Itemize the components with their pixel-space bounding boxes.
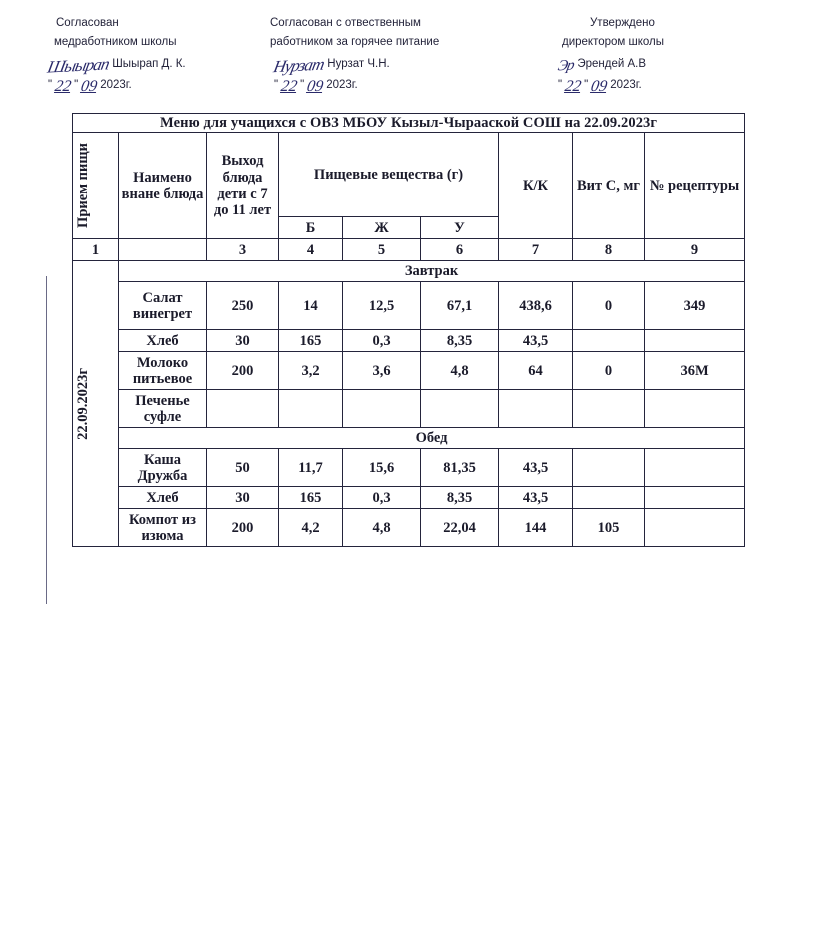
handwritten-signature: Эр xyxy=(556,57,576,75)
cell-dish: Каша Дружба xyxy=(119,449,207,487)
handwritten-signature: Шыырап xyxy=(45,54,111,77)
page-title: Меню для учащихся с ОВЗ МБОУ Кызыл-Чырааской СОШ на 22.09.2023г xyxy=(73,114,745,133)
cell-fat: 3,6 xyxy=(343,352,421,390)
header-vitc: Вит С, мг xyxy=(573,133,645,239)
approval-signature-row xyxy=(528,54,758,74)
cell-carbs: 22,04 xyxy=(421,509,499,547)
menu-table-wrapper xyxy=(72,113,744,547)
date-year: 2023г. xyxy=(100,78,132,91)
cell-carbs: 67,1 xyxy=(421,282,499,330)
cell-recipe: 349 xyxy=(645,282,745,330)
meal-band-label: Завтрак xyxy=(119,261,745,282)
cell-kcal xyxy=(499,390,573,428)
approval-date-row xyxy=(528,77,758,95)
header-meal-label: Прием пищи xyxy=(75,143,91,229)
table-numbering-row xyxy=(73,239,745,261)
approval-line1: Согласован xyxy=(56,17,119,29)
date-day-handwritten: 22 xyxy=(563,77,583,95)
cell-kcal: 43,5 xyxy=(499,487,573,509)
meal-band-label: Обед xyxy=(119,428,745,449)
approval-line2: директором школы xyxy=(562,35,665,48)
table-row xyxy=(73,509,745,547)
date-month-handwritten: 09 xyxy=(589,77,609,95)
approval-line1: Утверждено xyxy=(590,17,655,29)
cell-fat: 0,3 xyxy=(343,330,421,352)
header-dish: Наимено внане блюда xyxy=(119,133,207,239)
numbering-cell-5: 5 xyxy=(343,239,421,261)
cell-fat xyxy=(343,390,421,428)
meal-band-row xyxy=(73,261,745,282)
menu-table xyxy=(72,113,745,547)
approval-line1: Согласован с отвественным xyxy=(270,17,421,29)
cell-output xyxy=(207,390,279,428)
date-label: 22.09.2023г xyxy=(75,367,91,440)
cell-fat: 12,5 xyxy=(343,282,421,330)
date-quote-close: " xyxy=(584,78,589,91)
header-kcal: К/К xyxy=(499,133,573,239)
cell-kcal: 64 xyxy=(499,352,573,390)
cell-recipe xyxy=(645,330,745,352)
numbering-cell-9: 9 xyxy=(645,239,745,261)
table-row xyxy=(73,487,745,509)
cell-dish: Хлеб xyxy=(119,330,207,352)
table-row xyxy=(73,352,745,390)
approval-name: Нурзат Ч.Н. xyxy=(327,57,390,70)
approval-column-catering xyxy=(270,14,528,95)
cell-vitc: 0 xyxy=(573,282,645,330)
cell-protein: 14 xyxy=(279,282,343,330)
header-meal xyxy=(73,133,119,239)
scan-artifact-line xyxy=(46,276,47,604)
approval-column-director xyxy=(528,14,758,95)
date-quote-open: " xyxy=(274,78,279,91)
cell-kcal: 43,5 xyxy=(499,449,573,487)
header-nutrients: Пищевые вещества (г) xyxy=(279,133,499,217)
cell-carbs xyxy=(421,390,499,428)
cell-output: 30 xyxy=(207,487,279,509)
header-protein: Б xyxy=(279,217,343,239)
cell-protein: 3,2 xyxy=(279,352,343,390)
cell-dish: Печенье суфле xyxy=(119,390,207,428)
date-quote-open: " xyxy=(558,78,563,91)
handwritten-signature: Нурзат xyxy=(271,54,326,77)
cell-protein: 11,7 xyxy=(279,449,343,487)
approvals-block xyxy=(45,14,788,95)
cell-fat: 0,3 xyxy=(343,487,421,509)
cell-kcal: 438,6 xyxy=(499,282,573,330)
numbering-cell-4: 4 xyxy=(279,239,343,261)
date-day-handwritten: 22 xyxy=(53,77,73,95)
date-quote-close: " xyxy=(300,78,305,91)
cell-output: 200 xyxy=(207,509,279,547)
cell-carbs: 4,8 xyxy=(421,352,499,390)
cell-vitc xyxy=(573,487,645,509)
cell-dish: Хлеб xyxy=(119,487,207,509)
numbering-cell-7: 7 xyxy=(499,239,573,261)
cell-fat: 4,8 xyxy=(343,509,421,547)
numbering-cell-3: 3 xyxy=(207,239,279,261)
cell-protein: 4,2 xyxy=(279,509,343,547)
approval-line2: работником за горячее питание xyxy=(270,35,440,48)
approval-signature-row xyxy=(45,54,270,77)
numbering-cell-1: 1 xyxy=(73,239,119,261)
cell-output: 50 xyxy=(207,449,279,487)
cell-recipe xyxy=(645,509,745,547)
header-output: Выход блюда дети с 7 до 11 лет xyxy=(207,133,279,239)
table-header-row xyxy=(73,133,745,217)
date-cell xyxy=(73,261,119,547)
cell-carbs: 8,35 xyxy=(421,330,499,352)
cell-output: 200 xyxy=(207,352,279,390)
cell-dish: Компот из изюма xyxy=(119,509,207,547)
cell-kcal: 144 xyxy=(499,509,573,547)
date-month-handwritten: 09 xyxy=(305,77,325,95)
cell-recipe: 36М xyxy=(645,352,745,390)
cell-recipe xyxy=(645,449,745,487)
date-day-handwritten: 22 xyxy=(279,77,299,95)
cell-dish: Молоко питьевое xyxy=(119,352,207,390)
table-row xyxy=(73,330,745,352)
cell-vitc: 105 xyxy=(573,509,645,547)
cell-protein: 165 xyxy=(279,330,343,352)
cell-output: 250 xyxy=(207,282,279,330)
date-year: 2023г. xyxy=(326,78,358,91)
cell-carbs: 8,35 xyxy=(421,487,499,509)
cell-dish: Салат винегрет xyxy=(119,282,207,330)
approval-name: Эрендей А.В xyxy=(577,57,646,70)
cell-output: 30 xyxy=(207,330,279,352)
approval-date-row xyxy=(48,77,270,95)
cell-recipe xyxy=(645,487,745,509)
numbering-cell-2 xyxy=(119,239,207,261)
header-carbs: У xyxy=(421,217,499,239)
cell-vitc xyxy=(573,449,645,487)
cell-vitc xyxy=(573,330,645,352)
approval-name: Шыырап Д. К. xyxy=(112,57,186,70)
date-quote-open: " xyxy=(48,78,53,91)
date-month-handwritten: 09 xyxy=(79,77,99,95)
table-row xyxy=(73,390,745,428)
cell-vitc: 0 xyxy=(573,352,645,390)
cell-protein: 165 xyxy=(279,487,343,509)
table-row xyxy=(73,449,745,487)
approval-date-row xyxy=(270,77,528,95)
date-quote-close: " xyxy=(74,78,79,91)
header-fat: Ж xyxy=(343,217,421,239)
table-row xyxy=(73,282,745,330)
cell-carbs: 81,35 xyxy=(421,449,499,487)
approval-line2: медработником школы xyxy=(54,35,177,48)
cell-recipe xyxy=(645,390,745,428)
numbering-cell-6: 6 xyxy=(421,239,499,261)
approval-column-medic xyxy=(45,14,270,95)
cell-protein xyxy=(279,390,343,428)
meal-band-row xyxy=(73,428,745,449)
cell-kcal: 43,5 xyxy=(499,330,573,352)
numbering-cell-8: 8 xyxy=(573,239,645,261)
cell-fat: 15,6 xyxy=(343,449,421,487)
header-recipe: № рецептуры xyxy=(645,133,745,239)
approval-signature-row xyxy=(270,54,528,77)
cell-vitc xyxy=(573,390,645,428)
table-title-row xyxy=(73,114,745,133)
date-year: 2023г. xyxy=(610,78,642,91)
